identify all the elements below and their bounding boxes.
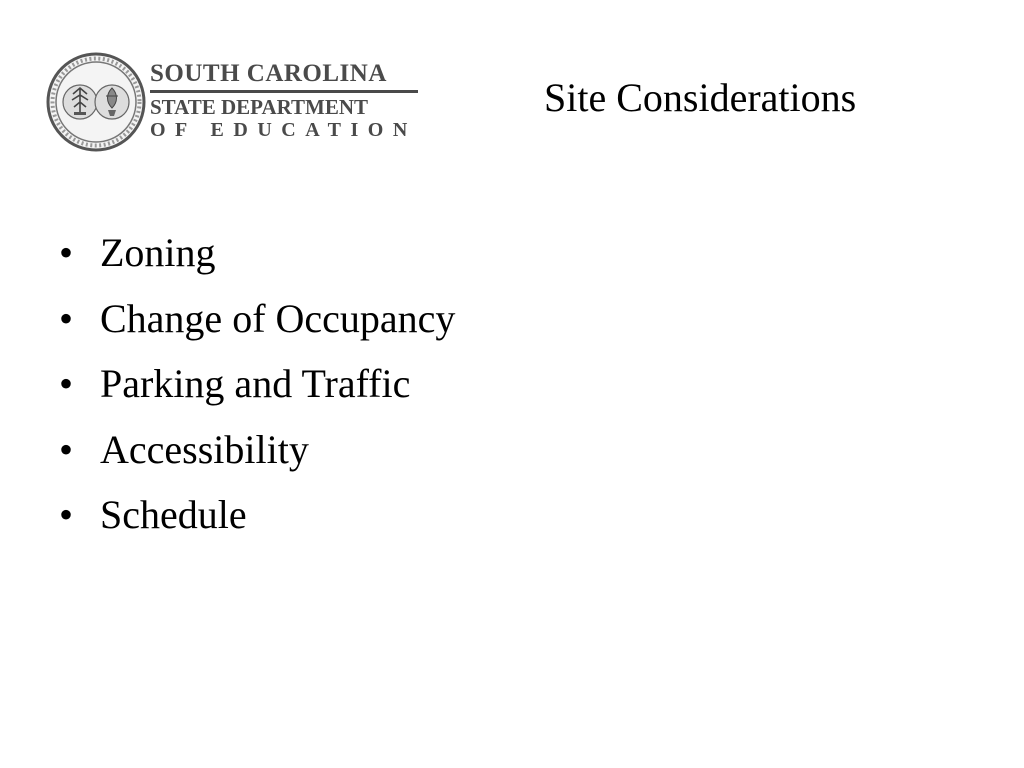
bullet-item-schedule: [56, 482, 455, 548]
logo-line-state: SOUTH CAROLINA: [150, 60, 387, 87]
bullet-dot-icon: •: [58, 230, 73, 275]
slide-title: Site Considerations: [544, 75, 857, 120]
bullet-dot-icon: •: [58, 295, 73, 341]
bullet-text: Parking and Traffic: [100, 361, 411, 406]
bullet-list: [56, 220, 455, 548]
bullet-item-accessibility: [56, 417, 455, 483]
logo-line-education: OF EDUCATION: [150, 119, 417, 141]
bullet-item-zoning: [56, 220, 455, 286]
bullet-dot-icon: •: [58, 492, 73, 537]
logo-wordmark: [150, 60, 418, 141]
bullet-dot-icon: •: [58, 361, 73, 406]
state-seal-icon: [42, 50, 150, 154]
bullet-text: Accessibility: [100, 426, 309, 472]
bullet-dot-icon: •: [58, 426, 73, 472]
bullet-text: Zoning: [100, 230, 216, 275]
bullet-item-change-of-occupancy: [56, 286, 455, 352]
sc-department-of-education-logo: [42, 50, 422, 154]
logo-line-department: STATE DEPARTMENT: [150, 95, 369, 119]
logo-divider: [150, 90, 418, 93]
bullet-text: Schedule: [100, 492, 247, 537]
bullet-item-parking-and-traffic: [56, 351, 455, 417]
bullet-text: Change of Occupancy: [100, 295, 456, 341]
